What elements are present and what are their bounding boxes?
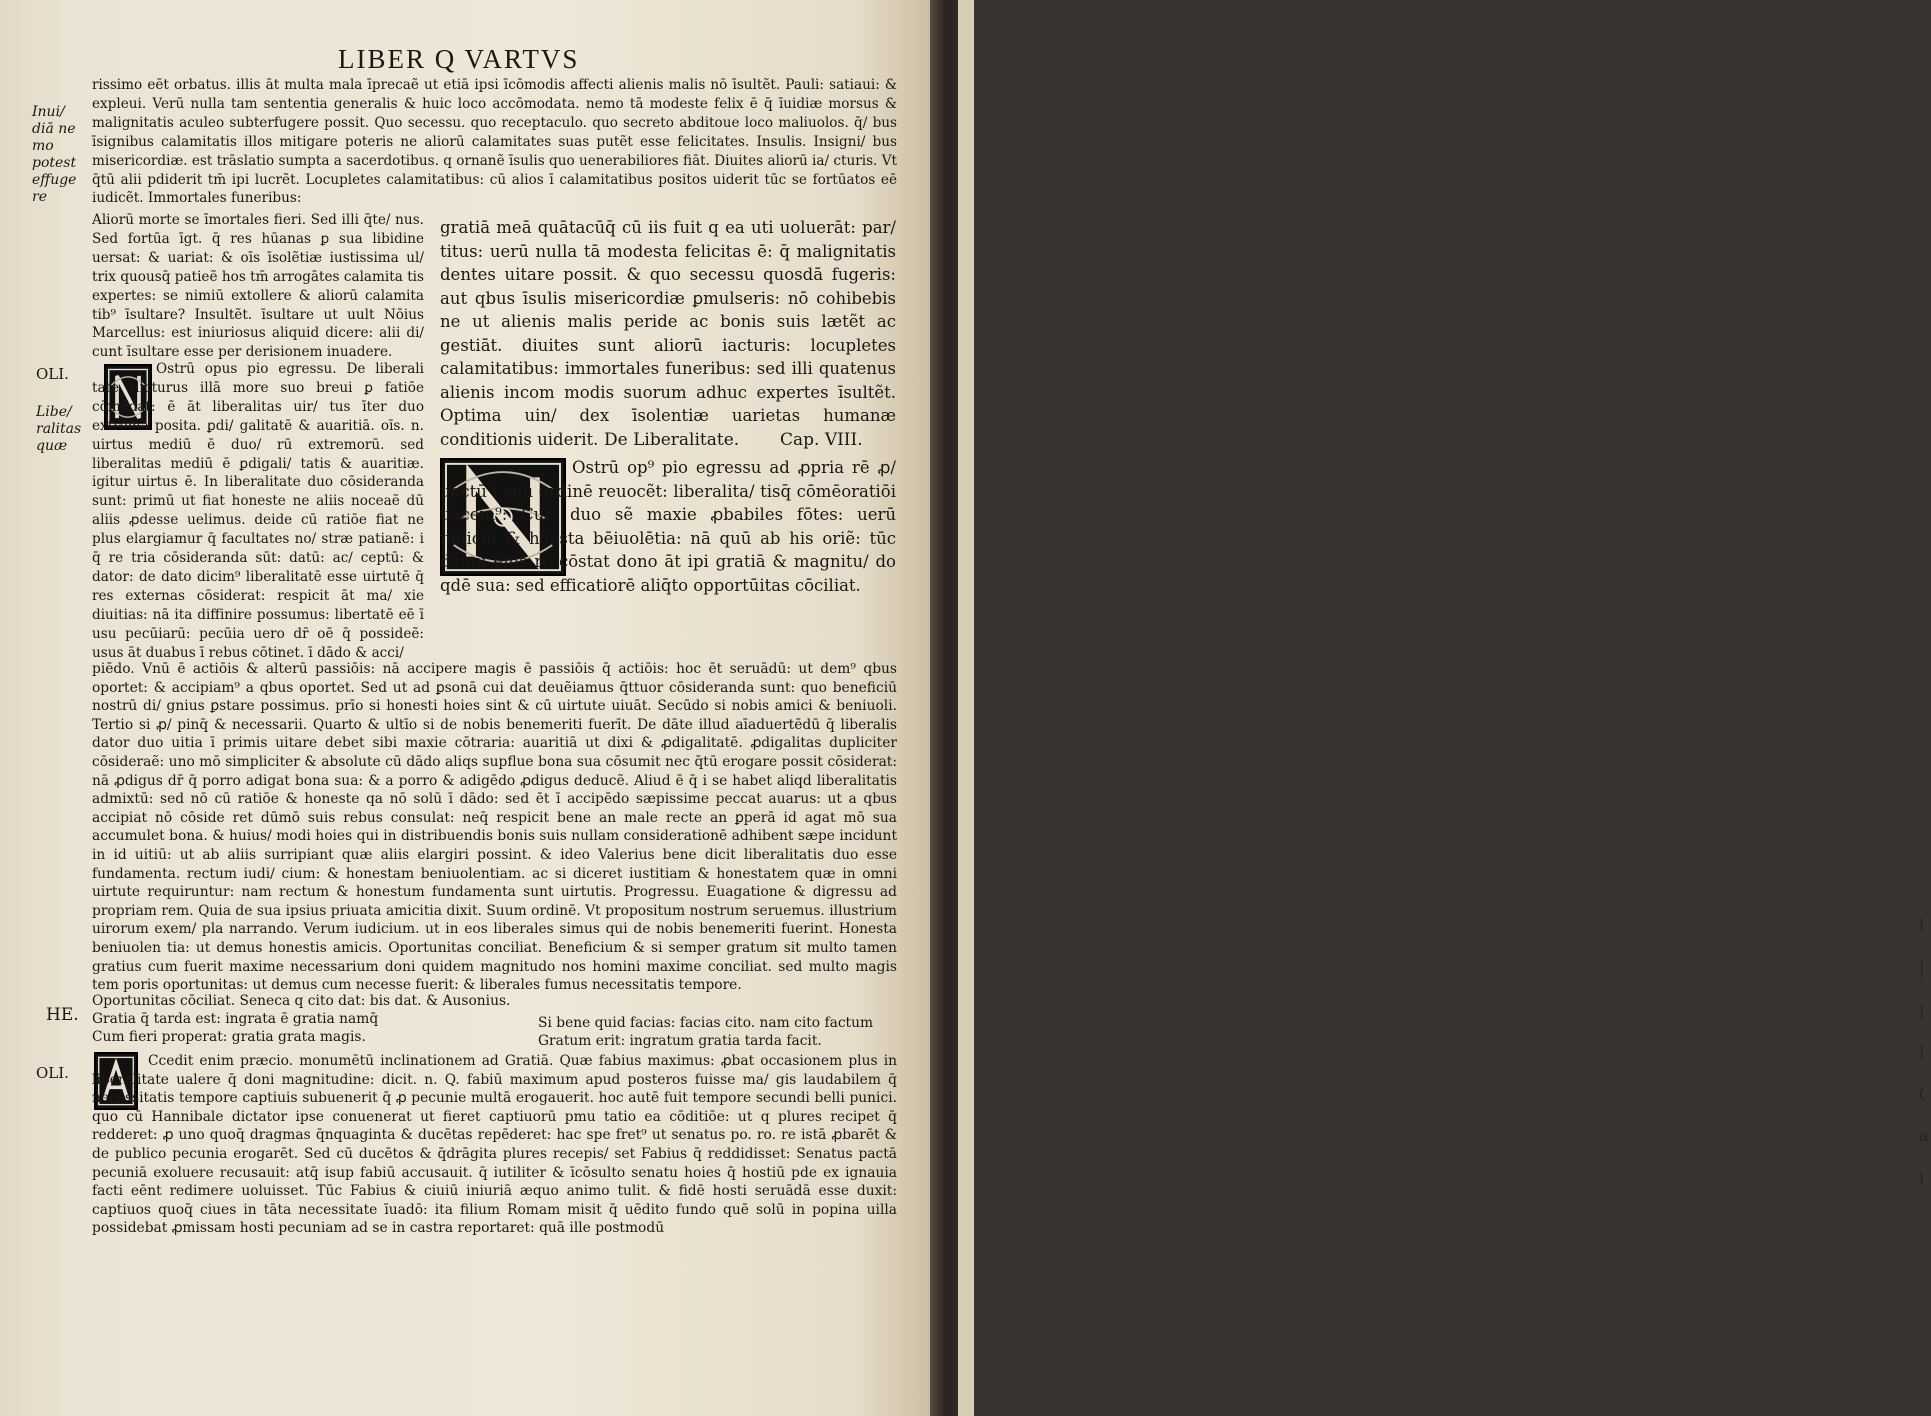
chapter-number: Cap. VIII. — [779, 430, 863, 450]
left-column-text-a: Aliorū morte se īmortales fieri. Sed illi q̄te/ nus. Sed fortūa īgt. q̄ res hūanas ꝑ sua libidine uersat: & uariat: & oīs īsolẽtiæ iustissima ul/ trix quousq̄ patieẽ hos tm̄ arrogātes calamita tis expertes: se nimiū extollere & aliorū calamita tib⁹ īsultare? Insultẽt. īsultare ut uult Nōius Marcellus: est iniuriosus aliquid dicere: alii di/ cunt īsultare esse per derisionem inuadere. — [92, 212, 424, 361]
verse-right-line-1: Si bene quid facias: facias cito. nam cito factum — [538, 1015, 874, 1031]
full-width-commentary-text: piēdo. Vnū ē actiōis & alterū passiōis: nā accipere magis ē passiōis q̄ actiōis: hoc ēt seruādū: ut dem⁹ qbus oportet: & accipiam⁹ a qbus oportet. Sed ut ad ꝑsonā cui dat deuẽiamus q̄ttuor cōsideranda sunt: quo beneficiū nostrū di/ gnius ꝑstare possimus. prīo si honesti hoies sint & cū uirtute uiuāt. Secūdo si nobis amici & beniuoli. Tertio si ꝓ/ pinq̄ & necessarii. Quarto & ultīo si de nobis benemeriti fuerīt. De dāte illud aīaduertēdū q̄ liberalis dator duo uitia ī primis uitare debet sibi maxie cōtraria: auaritiā ut dixi & ꝓdigalitatē. ꝓdigalitas dupliciter cōsideraẽ: uno mō simpliciter & absolute cū dādo aliqs supflue bona sua cōsumit nec q̄tū erogare possit cōsiderat: nā ꝓdigus dr̄ q̄ porro adigat bona sua: & a porro & adigēdo ꝓdigus deducẽ. Aliud ē q̄ i se habet aliqd liberalitatis admixtū: sed nō cū ratiōe & honeste qa nō solū ī dādo: sed ēt ī accipēdo sæpissime peccat auarus: ut a qbus accipiat nō cōside ret dūmō suis rebus consulat: neq̄ respicit bene an male recte an ꝑperā id agat mō sua accumulet bona. & huius/ modi hoies qui in distribuendis bonis suis nullam considerationē adhibent sæpe incidunt in id uitiū: ut ab aliis surripiant quæ aliis elargiri possint. & ideo Valerius bene dicit liberalitatis duo esse fundamenta. rectum iudi/ cium: & honestam beniuolentiam. ac si diceret iustitiam & honestatem quæ in omni uirtute requiruntur: nam rectum & honestum fundamenta sunt uirtutis. Progressu. Euagatione & digressu ad propriam rem. Quia de sua ipsius priuata amicitia dixit. Suum ordinē. Vt propositum nostrum seruemus. illustrium uirorum exem/ pla narrando. Verum iudicium. ut in eos liberales simus qui de nobis benemeriti fuerint. Honesta beniuolen tia: ut demus honestis amicis. Oportunitas conciliat. Beneficium & si semper gratum sit multo tamen gratius cum fuerit maxime necessarium doni quidem magnitudo nos homini maxime conciliat. sed multo magis tem poris oportunitas: ut demus cum necesse fuerit: & liberales fumus necessitatis tempore. — [92, 661, 897, 994]
margin-note-oli: OLI. — [36, 365, 69, 383]
margin-note-oli-2: OLI. — [36, 1064, 69, 1082]
verse-left-line-2: Cum fieri properat: gratia grata magis. — [92, 1029, 366, 1045]
ausonius-lead-in: Oportunitas cōciliat. Seneca q cito dat: bis dat. & Ausonius. — [92, 993, 511, 1009]
right-column-main-text-a-body: gratiā meā quātacūq̄ cū iis fuit q ea uti uoluerāt: par/ titus: uerū nulla tā modesta felicitas ē: q̄ malignitatis dentes uitare possit. & quo secessu quosdā fugeris: aut qbus īsulis misericordiæ ꝑmulseris: nō cohibebis ne ut alienis malis peride ac bonis suis lætẽt ac gestiāt. diuites sunt aliorū iacturis: locupletes calamitatibus: immortales funeribus: sed illi quatenus alienis incom modis suorum adhuc expertes īsultẽt. Optima uin/ dex īsolentiæ uarietas humanæ conditionis uiderit. — [440, 218, 896, 449]
left-column-text-b: Ostrū opus pio egressu. De liberali tate dicturus illā more suo breui ꝑ fatiōe cōmēdat: ē āt liberalitas uir/ tus īter duo extrema posita. ꝑdi/ galitatē & auaritiā. oīs. n. uirtus mediū ē duo/ rū extremorū. sed liberalitas mediū ē ꝑdigali/ tatis & auaritiæ. igitur uirtus ē. In liberalitate duo cōsideranda sunt: primū ut fiat honeste ne aliis noceaẽ dū aliis ꝓdesse uelimus. deide cū ratiōe fiat ne plus elargiamur q̄ facultates no/ stræ patianẽ: i q̄ re tria cōsideranda sūt: datū: ac/ ceptū: & dator: de dato dicim⁹ liberalitatē esse uirtutē q̄ res externas cōsiderat: respicit āt ma/ xie diuitias: nā ita diffinire possumus: libertatē eē ī usu pecūiarū: pecūia uero dr̄ oē q̄ possideẽ: usus āt duabus ī rebus cōtinet. ī dādo & acci/ — [92, 361, 424, 661]
bottom-commentary — [92, 1052, 897, 1284]
section-title: De Liberalitate. — [604, 430, 740, 450]
top-commentary — [92, 76, 897, 211]
full-width-commentary — [92, 660, 897, 994]
margin-note-liberalitas: Libe/ ralitas quæ — [36, 404, 82, 454]
left-column-commentary-a — [92, 211, 424, 359]
running-head: LIBER Q VARTVS — [338, 44, 580, 74]
section-heading — [604, 430, 863, 450]
facing-page-edge — [958, 0, 1929, 1416]
left-column-commentary-b — [92, 360, 424, 660]
margin-note-invidia: Inui/ diā ne mo potest effuge re — [32, 104, 77, 205]
margin-note-he: HE. — [46, 1005, 79, 1025]
right-column-main-text-b — [440, 456, 896, 646]
verse-right-line-2: Gratum erit: ingratum gratia tarda facit. — [538, 1033, 822, 1049]
facing-page-letters: l | | | ( a i — [1919, 916, 1929, 1187]
top-commentary-text: rissimo eēt orbatus. illis āt multa mala īprecaẽ ut etiā ipsi īcōmodis affecti alienis malis nō īsultẽt. Pauli: satiaui: & expleui. Verū nulla tam sententia generalis & huic loco accōmodata. nemo tā modeste felix ē q̄ īuidiæ morsus & malignitatis aculeo subterfugere possit. Quo secessu. quo receptaculo. quo secreto abditoue loco maliuolos. q̄/ bus īsignibus calamitatis illos mitigare poteris ne aliorū calamitates suas putẽt esse felicitates. Insulis. Insigni/ bus misericordiæ. est trāslatio sumpta a sacerdotibus. q ornanẽ īsulis quo uenerabiliores fiāt. Diuites aliorū ia/ cturis. Vt q̄tū alii pdiderit tm̄ ipi lucrẽt. Locupletes calamitatibus: cū alios ī calamitatibus positos uiderit tūc se fortūatos eē iudicẽt. Immortales funeribus: — [92, 77, 897, 207]
right-column-main-text-a — [440, 216, 896, 449]
bottom-commentary-text: Ccedit enim præcio. monumētū inclinationem ad Gratiā. Quæ fabius maximus: ꝓbat occasionem plus in liberalitate ualere q̄ doni magnitudine: dicit. n. Q. fabiū maximum apud posteros fuisse ma/ gis laudabilem q̄ necessitatis tempore captiuis subuenerit q̄ ꝓ pecunie multā erogauerit. hoc autē fuit tempore secundi belli punici. quo cū Hannibale dictator ipse conuenerat ut fieret captiuorū pmu tatio ea cōditiōe: ut q plures recipet q̄ redderet: ꝓ uno quoq̄ dragmas q̄nquaginta & ducētas repēderet: hac spe fret⁹ ut senatus po. ro. re istā ꝓbarēt & de publico pecunia erogarēt. Sed cū ducētos & q̄drāgita plures recepis/ set Fabius q̄ reddidisset: Senatus pactā pecuniā exoluere recusauit: atq̄ isup fabiū accusauit. q̄ iutiliter & īcōsulto senatu hoies q̄ hostiū pde ex ignauia facti eēnt redimere uoluisset. Tūc Fabius & ciuiū iniuriā æquo animo tulit. & fidē hosti seruādā esse duxit: captiuos quoq̄ ciues in tāta necessitate īuadō: ita filium Romam misit q̄ uēdito fundo quē solū in popina uilla possidebat ꝓmissam hosti pecuniam ad se in castra reportaret: quā ille postmodū — [92, 1053, 897, 1237]
right-column-main-text-b-body: Ostrū op⁹ pio egressu ad ꝓpria rē ꝓ/ uectū ī suū ordinē reuocẽt: liberalita/ tisq̄ cōmēoratiōi uacem⁹: Cui⁹ duo sẽ maxie ꝓbabiles fōtes: uerū iudiciū & hōesta bēiuolētia: nā quū ab his oriẽ: tūc demū eius rō cōstat dono āt ipi gratiā & magnitu/ do qdē sua: sed efficatiorē aliq̄to opportūitas cōciliat. — [440, 458, 896, 595]
book-page — [0, 0, 930, 1416]
verse-left-line-1: Gratia q̄ tarda est: ingrata ē gratia namq̄ — [92, 1011, 379, 1027]
